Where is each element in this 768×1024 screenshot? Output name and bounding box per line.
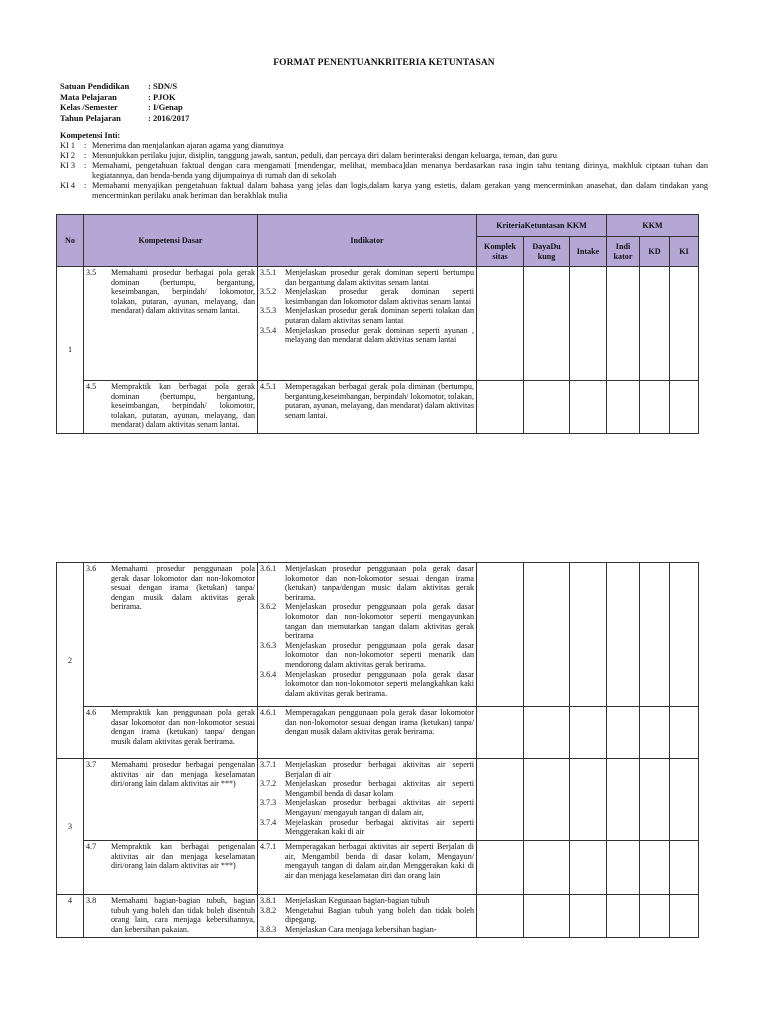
identity-row-year bbox=[60, 113, 189, 124]
indicator-text: Mengetahui Bagian tubuh yang boleh dan tidak boleh dipegang. bbox=[285, 905, 474, 925]
identity-label: Kelas /Semester bbox=[60, 102, 118, 112]
kkm-kd-cell[interactable] bbox=[640, 895, 670, 938]
indicator-code: 3.7.1 bbox=[260, 760, 277, 769]
indicator-text: Menjelaskan prosedur berbagai aktivitas air seperti Berjalan di air bbox=[285, 760, 474, 779]
kd-code: 3.7 bbox=[86, 760, 97, 769]
intake-cell[interactable] bbox=[570, 563, 607, 707]
indicator-text: Menjelaskan Kegunaan bagian-bagian tubuh bbox=[285, 896, 430, 905]
kkm-kd-cell[interactable] bbox=[640, 759, 670, 841]
kkm-indikator-cell[interactable] bbox=[607, 267, 640, 381]
indicator-code: 3.7.2 bbox=[260, 779, 277, 789]
intake-cell[interactable] bbox=[570, 759, 607, 841]
indicator-code: 3.5.2 bbox=[260, 287, 277, 297]
row-number: 2 bbox=[57, 563, 84, 759]
kkm-table-page2 bbox=[56, 562, 699, 938]
header-kriteria-ketuntasan: KriteriaKetuntasan KKM bbox=[477, 215, 607, 237]
ki-separator: : bbox=[84, 161, 87, 170]
indicator-text: Menjelaskan prosedur gerak dominan seperti kesimbangan dan lokomotor dalam aktivitas senam lantai bbox=[285, 287, 474, 306]
kompleksitas-cell[interactable] bbox=[477, 841, 524, 895]
kkm-table-page1 bbox=[56, 214, 699, 434]
kd-text: Memahami prosedur berbagai pengenalan aktivitas air dan menjaga keselamatan diri/orang lain dalam aktivitas air ***) bbox=[111, 760, 255, 789]
indicator-code: 4.5.1 bbox=[260, 382, 277, 391]
indikator-cell bbox=[258, 707, 477, 759]
header-intake: Intake bbox=[570, 237, 607, 267]
kkm-ki-cell[interactable] bbox=[670, 707, 699, 759]
ki-separator: : bbox=[84, 141, 87, 150]
daya-dukung-cell[interactable] bbox=[524, 267, 570, 381]
kkm-ki-cell[interactable] bbox=[670, 563, 699, 707]
table-row bbox=[57, 563, 699, 707]
ki-text: Menunjukkan perilaku jujur, disiplin, tanggung jawab, santun, peduli, dan percaya diri dalam berinteraksi dengan keluarga, teman, dan guru bbox=[92, 151, 557, 160]
kompleksitas-cell[interactable] bbox=[477, 895, 524, 938]
kkm-indikator-cell[interactable] bbox=[607, 563, 640, 707]
identity-value: : I/Genap bbox=[148, 102, 183, 112]
header-kompetensi-dasar: Kompetensi Dasar bbox=[84, 215, 258, 267]
indicator-text: Memperagakan penggunaan pola gerak dasar lokomotor dan non-lokomotor sesuai dengan irama (ketukan) tanpa/ dengan musik dalam aktivitas gerak berirama. bbox=[285, 708, 474, 737]
kkm-indikator-cell[interactable] bbox=[607, 895, 640, 938]
indikator-cell bbox=[258, 267, 477, 381]
daya-dukung-cell[interactable] bbox=[524, 759, 570, 841]
indicator-text: Memperagakan berbagai gerak pola diminan (bertumpu, bergantung,keseimbangan, berpindah/ lokomotor, tolakan, putaran, ayunan, melayang, dan mendarat) dalam aktivitas senam lantai. bbox=[285, 382, 475, 420]
indicator-text: Menjelaskan prosedur berbagai aktivitas air seperti Mengayun/ mengayuh tangan di dalam air, bbox=[285, 798, 474, 817]
indicator-code: 3.6.4 bbox=[260, 669, 277, 679]
indicator-text: Memperagakan berbagai aktivitas air seperti Berjalan di air, Mengambil benda di dasar kolam, Mengayun/ mengayuh tangan di dalam air,dan Menggerakan kaki di air dan menjaga keselamatan diri dan orang lain bbox=[285, 842, 474, 880]
header-daya-dukung: DayaDu kung bbox=[524, 237, 570, 267]
kkm-indikator-cell[interactable] bbox=[607, 707, 640, 759]
identity-block bbox=[60, 81, 189, 123]
kompetensi-inti-title: Kompetensi Inti: bbox=[60, 131, 121, 140]
kd-cell bbox=[84, 267, 258, 381]
identity-row-school bbox=[60, 81, 189, 92]
kkm-ki-cell[interactable] bbox=[670, 267, 699, 381]
indikator-cell bbox=[258, 895, 477, 938]
intake-cell[interactable] bbox=[570, 895, 607, 938]
kd-text: Mempraktik kan berbagai pola gerak dominan (bertumpu, bergantung, keseimbangan, berpindah/ lokomotor, tolakan, putaran, ayunan, melayang, dan mendarat) dalam aktivitas senam lantai. bbox=[111, 382, 255, 430]
indicator-code: 4.7.1 bbox=[260, 842, 277, 851]
kd-cell bbox=[84, 381, 258, 434]
ki-code: KI 4 bbox=[60, 181, 75, 190]
indicator-text: Menjelaskan prosedur penggunaan pola gerak dasar lokomotor dan non-lokomotor seperti menarik dan mendorong dalam aktivitas gerak berirama. bbox=[285, 640, 474, 669]
intake-cell[interactable] bbox=[570, 707, 607, 759]
kompleksitas-cell[interactable] bbox=[477, 381, 524, 434]
kkm-indikator-cell[interactable] bbox=[607, 841, 640, 895]
kd-code: 3.5 bbox=[86, 268, 97, 277]
identity-label: Satuan Pendidikan bbox=[60, 81, 130, 91]
ki-item bbox=[60, 151, 708, 161]
kompleksitas-cell[interactable] bbox=[477, 267, 524, 381]
indicator-text: Mejelaskan prosedur berbagai aktivitas air seperti Menggerakan kaki di air bbox=[285, 817, 474, 837]
indicator-text: Menjelaskan prosedur gerak dominan seperti tolakan dan putaran dalam aktivitas senam lantai bbox=[285, 306, 474, 325]
indikator-cell bbox=[258, 841, 477, 895]
table-row bbox=[57, 381, 699, 434]
intake-cell[interactable] bbox=[570, 381, 607, 434]
ki-text: Memahami menyajikan pengetahuan faktual dalam bahasa yang jelas dan logis,dalam karya yang estetis, dalam gerakan yang mencerminkan anasehat, dan dalam tindakan yang mencerminkan perilaku anak beriman dan berakhlak mulia bbox=[92, 181, 708, 200]
identity-row-subject bbox=[60, 92, 189, 103]
header-indikator: Indikator bbox=[258, 215, 477, 267]
kkm-kd-cell[interactable] bbox=[640, 381, 670, 434]
ki-item bbox=[60, 181, 708, 201]
kkm-ki-cell[interactable] bbox=[670, 895, 699, 938]
kkm-ki-cell[interactable] bbox=[670, 841, 699, 895]
kompleksitas-cell[interactable] bbox=[477, 707, 524, 759]
indicator-code: 3.8.1 bbox=[260, 896, 277, 905]
indicator-text: Menjelaskan prosedur berbagai aktivitas air seperti Mengambil benda di dasar kolam bbox=[285, 779, 474, 798]
kd-text: Mempraktik kan penggunaan pola gerak dasar lokomotor dan non-lokomotor sesuai dengan irama (ketukan) tanpa/ dengan musik dalam aktivitas gerak berirama. bbox=[111, 708, 255, 746]
header-no: No bbox=[57, 215, 84, 267]
header-kd-kkm: KD bbox=[640, 237, 670, 267]
kd-code: 4.6 bbox=[86, 708, 97, 717]
kd-cell bbox=[84, 759, 258, 841]
indicator-code: 3.7.4 bbox=[260, 817, 277, 827]
daya-dukung-cell[interactable] bbox=[524, 707, 570, 759]
kd-cell bbox=[84, 563, 258, 707]
kd-cell bbox=[84, 707, 258, 759]
indicator-code: 3.5.1 bbox=[260, 268, 277, 277]
indikator-cell bbox=[258, 563, 477, 707]
indicator-code: 3.7.3 bbox=[260, 798, 277, 808]
row-number: 4 bbox=[57, 895, 84, 938]
kd-text: Memahami prosedur berbagai pola gerak dominan (bertumpu, bergantung, keseimbangan, berpindah/ lokomotor, tolakan, putaran, ayunan, melayang, dan mendarat) dalam aktivitas senam lantai. bbox=[111, 268, 255, 316]
indicator-text: Menjelaskan prosedur penggunaan pola gerak dasar lokomotor dan non-lokomotor sesuai dengan irama (ketukan) tanpa/dengan music dalam aktivitas gerak berirama. bbox=[285, 564, 474, 602]
kkm-kd-cell[interactable] bbox=[640, 563, 670, 707]
row-number: 3 bbox=[57, 759, 84, 895]
identity-value: : PJOK bbox=[148, 91, 176, 102]
daya-dukung-cell[interactable] bbox=[524, 381, 570, 434]
ki-text: Memahami, pengetahuan faktual dengan cara mengamati [mendengar, melihat, membaca]dan menanya berdasarkan rasa ingin tahu tentang dirinya, makhluk ciptaan tuhan dan kegiatannya, dan benda-benda yang dijumpainya di rumah dan di sekolah bbox=[92, 161, 708, 180]
ki-code: KI 3 bbox=[60, 161, 75, 170]
kompetensi-inti bbox=[60, 130, 708, 201]
kkm-indikator-cell[interactable] bbox=[607, 759, 640, 841]
indicator-code: 3.6.3 bbox=[260, 640, 277, 650]
indicator-text: Menjelaskan prosedur gerak dominan seperti bertumpu dan bergantung dalam aktivitas senam lantai bbox=[285, 268, 474, 287]
kd-text: Mempraktik kan berbagai pengenalan aktivitas air dan menjaga keselamatan diri/orang lain dalam aktivitas air ***) bbox=[111, 842, 255, 871]
kd-text: Memahami prosedur penggunaan pola gerak dasar lokomotor dan non-lokomotor sesuai dengan irama (ketukan) tanpa/ dengan musik dalam aktivitas gerak berirama. bbox=[111, 564, 255, 612]
identity-value: : 2016/2017 bbox=[148, 112, 190, 123]
daya-dukung-cell[interactable] bbox=[524, 563, 570, 707]
ki-separator: : bbox=[84, 151, 87, 160]
ki-code: KI 1 bbox=[60, 141, 75, 150]
kd-code: 4.7 bbox=[86, 842, 97, 851]
daya-dukung-cell[interactable] bbox=[524, 841, 570, 895]
indicator-text: Menjelaskan Cara menjaga kebersihan bagian- bbox=[285, 924, 437, 934]
intake-cell[interactable] bbox=[570, 267, 607, 381]
kkm-kd-cell[interactable] bbox=[640, 707, 670, 759]
ki-code: KI 2 bbox=[60, 151, 75, 160]
ki-item bbox=[60, 161, 708, 181]
indikator-cell bbox=[258, 381, 477, 434]
table-row bbox=[57, 707, 699, 759]
header-ki-kkm: KI bbox=[670, 237, 699, 267]
kd-code: 3.8 bbox=[86, 896, 97, 905]
ki-separator: : bbox=[84, 181, 87, 190]
ki-text: Menerima dan menjalankan ajaran agama yang dianutnya bbox=[92, 141, 284, 150]
indicator-code: 3.6.2 bbox=[260, 602, 277, 612]
daya-dukung-cell[interactable] bbox=[524, 895, 570, 938]
indicator-text: Menjelaskan prosedur penggunaan pola gerak dasar lokomotor dan non-lokomotor seperti mengayunkan tangan dan memutarkan tangan dalam aktivitas gerak berirama bbox=[285, 602, 474, 641]
header-kompleksitas: Komplek sitas bbox=[477, 237, 524, 267]
identity-value: : SDN/S bbox=[148, 81, 178, 91]
kd-code: 4.5 bbox=[86, 382, 97, 391]
indicator-text: Menjelaskan prosedur gerak dominan seperti ayunan , melayang dan mendarat dalam aktivitas senam lantai bbox=[285, 325, 474, 345]
indicator-code: 3.5.4 bbox=[260, 325, 277, 335]
kd-cell bbox=[84, 841, 258, 895]
indicator-code: 3.8.3 bbox=[260, 924, 277, 934]
kkm-ki-cell[interactable] bbox=[670, 381, 699, 434]
indicator-text: Menjelaskan prosedur penggunaan pola gerak dasar lokomotor dan non-lokomotor seperti melangkahkan kaki dalam aktivitas gerak berirama. bbox=[285, 669, 474, 698]
kkm-ki-cell[interactable] bbox=[670, 759, 699, 841]
kompleksitas-cell[interactable] bbox=[477, 563, 524, 707]
kd-code: 3.6 bbox=[86, 564, 97, 573]
kkm-indikator-cell[interactable] bbox=[607, 381, 640, 434]
intake-cell[interactable] bbox=[570, 841, 607, 895]
page-title: FORMAT PENENTUANKRITERIA KETUNTASAN bbox=[273, 58, 495, 68]
kkm-kd-cell[interactable] bbox=[640, 267, 670, 381]
indicator-code: 3.6.1 bbox=[260, 564, 277, 573]
header-indikator-kkm: Indi kator bbox=[607, 237, 640, 267]
table-row bbox=[57, 895, 699, 938]
kompleksitas-cell[interactable] bbox=[477, 759, 524, 841]
ki-item bbox=[60, 141, 708, 151]
kd-text: Memahami bagian-bagian tubuh, bagian tubuh yang boleh dan tidak boleh disentuh orang lain, cara menjaga kebersihannya, dan kebersihan pakaian. bbox=[111, 896, 255, 934]
table-row bbox=[57, 759, 699, 841]
indicator-code: 3.8.2 bbox=[260, 905, 277, 915]
identity-label: Tahun Pelajaran bbox=[60, 112, 121, 123]
kd-cell bbox=[84, 895, 258, 938]
indicator-code: 4.6.1 bbox=[260, 708, 277, 717]
header-kkm: KKM bbox=[607, 215, 699, 237]
table-row bbox=[57, 267, 699, 381]
indicator-code: 3.5.3 bbox=[260, 306, 277, 316]
identity-label: Mata Pelajaran bbox=[60, 91, 117, 102]
indikator-cell bbox=[258, 759, 477, 841]
identity-row-class bbox=[60, 102, 189, 113]
kkm-kd-cell[interactable] bbox=[640, 841, 670, 895]
row-number: 1 bbox=[57, 267, 84, 434]
table-row bbox=[57, 841, 699, 895]
